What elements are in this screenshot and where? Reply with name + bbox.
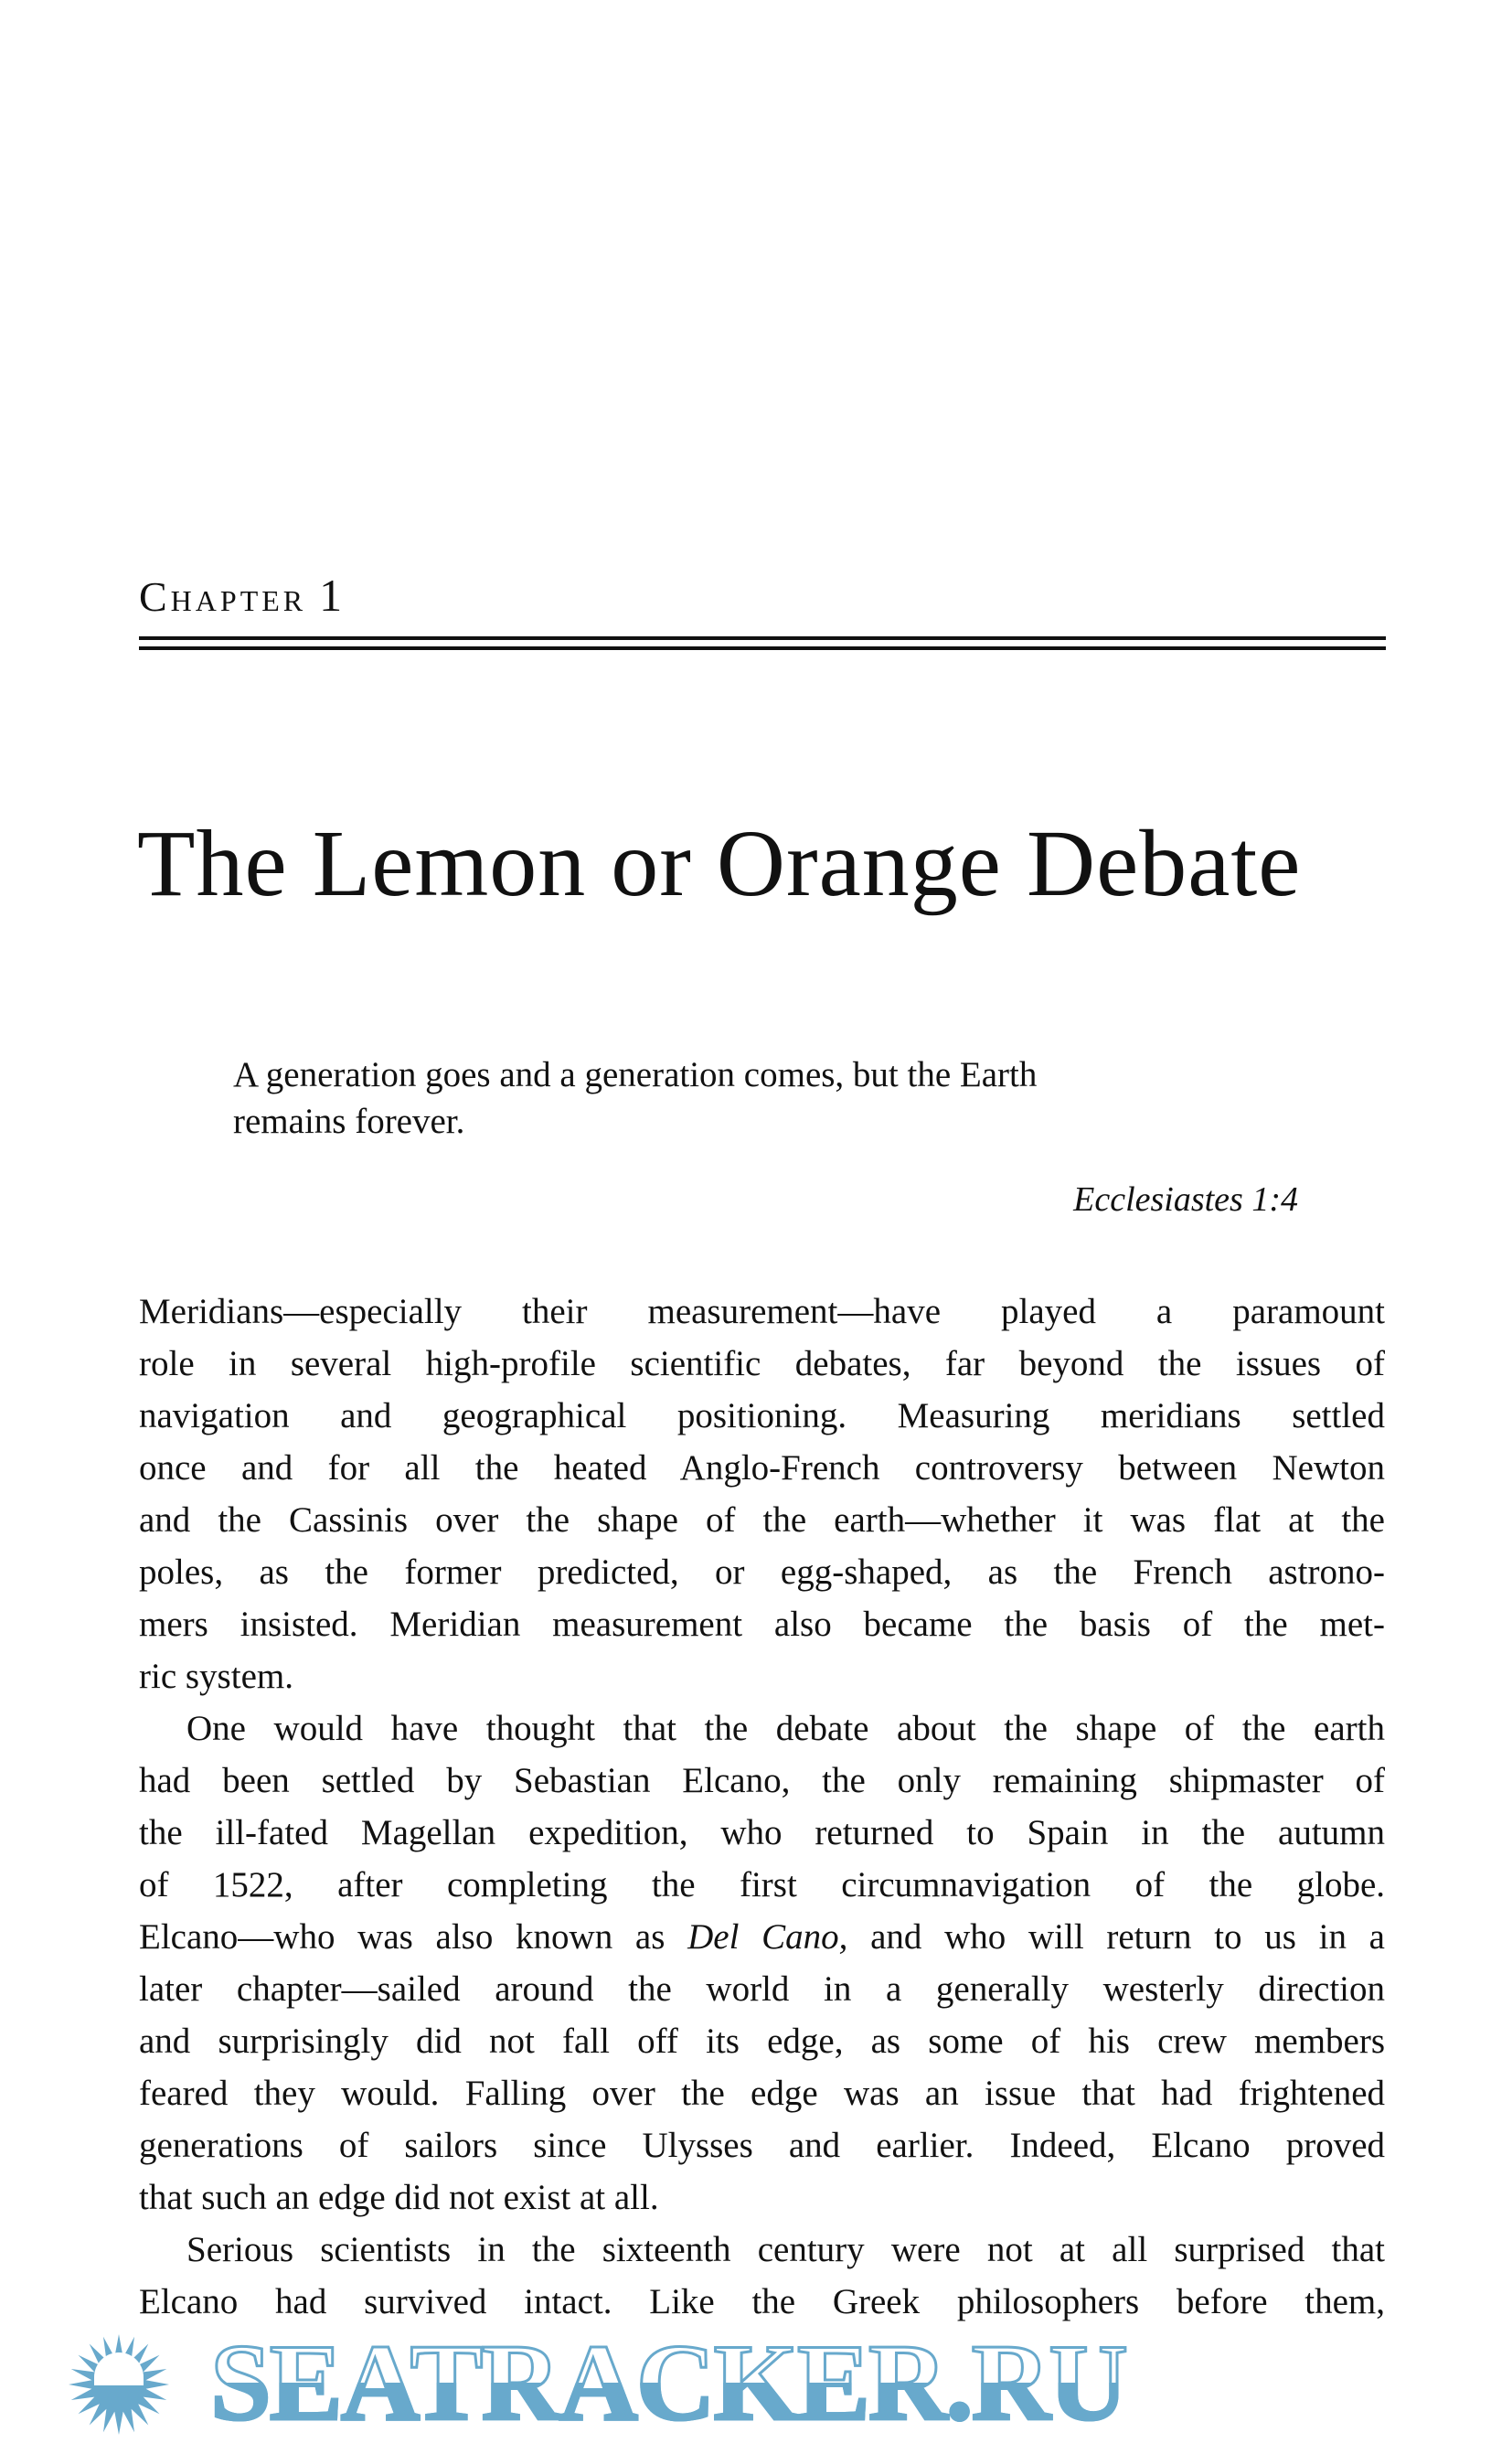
- body-line: that such an edge did not exist at all.: [139, 2178, 659, 2217]
- body-line: once and for all the heated Anglo-French controversy between Newton: [139, 1448, 1385, 1488]
- italic-name: Del Cano,: [687, 1917, 848, 1957]
- chapter-rule-bottom: [139, 646, 1386, 650]
- body-line: Meridians—especially their measurement—have played a paramount: [139, 1292, 1385, 1331]
- body-line: Elcano had survived intact. Like the Greek philosophers before them,: [139, 2282, 1385, 2321]
- body-line: generations of sailors since Ulysses and earlier. Indeed, Elcano proved: [139, 2126, 1385, 2165]
- epigraph-attribution: Ecclesiastes 1:4: [1073, 1180, 1298, 1219]
- chapter-title: The Lemon or Orange Debate: [137, 811, 1302, 916]
- body-line: mers insisted. Meridian measurement also became the basis of the met-: [139, 1605, 1385, 1644]
- epigraph: [233, 1051, 1193, 1145]
- epigraph-line: A generation goes and a generation comes, but the Earth: [233, 1055, 1038, 1094]
- body-line: [139, 1911, 1385, 1963]
- chapter-number: 1: [319, 570, 343, 621]
- chapter-label: [139, 569, 342, 622]
- watermark-text: SEATRACKER.RU: [210, 2330, 1490, 2436]
- body-line: feared they would. Falling over the edge was an issue that had frightened: [139, 2074, 1385, 2113]
- body-line: and the Cassinis over the shape of the earth—whether it was flat at the: [139, 1500, 1385, 1540]
- body-line-head: Elcano—who was also known as: [139, 1917, 688, 1957]
- body-line: One would have thought that the debate about the shape of the earth: [186, 1709, 1385, 1748]
- body-line: had been settled by Sebastian Elcano, the only remaining shipmaster of: [139, 1761, 1385, 1800]
- body-line-tail: and who will return to us in a: [847, 1917, 1385, 1957]
- body-line: Serious scientists in the sixteenth century were not at all surprised that: [186, 2230, 1385, 2269]
- body-line: poles, as the former predicted, or egg-shaped, as the French astrono-: [139, 1552, 1385, 1592]
- epigraph-line: remains forever.: [233, 1102, 465, 1141]
- body-line: the ill-fated Magellan expedition, who returned to Spain in the autumn: [139, 1813, 1385, 1852]
- body-line: ric system.: [139, 1657, 293, 1696]
- body-text: [139, 1286, 1385, 2328]
- watermark-sun-icon: [55, 2331, 183, 2436]
- body-line: of 1522, after completing the first circumnavigation of the globe.: [139, 1865, 1385, 1904]
- body-line: role in several high-profile scientific debates, far beyond the issues of: [139, 1344, 1385, 1383]
- body-line: navigation and geographical positioning. Measuring meridians settled: [139, 1396, 1385, 1435]
- chapter-rule-top: [139, 636, 1386, 640]
- chapter-word: Chapter: [139, 573, 307, 620]
- body-line: and surprisingly did not fall off its edge, as some of his crew members: [139, 2022, 1385, 2061]
- body-line: later chapter—sailed around the world in a generally westerly direction: [139, 1969, 1385, 2009]
